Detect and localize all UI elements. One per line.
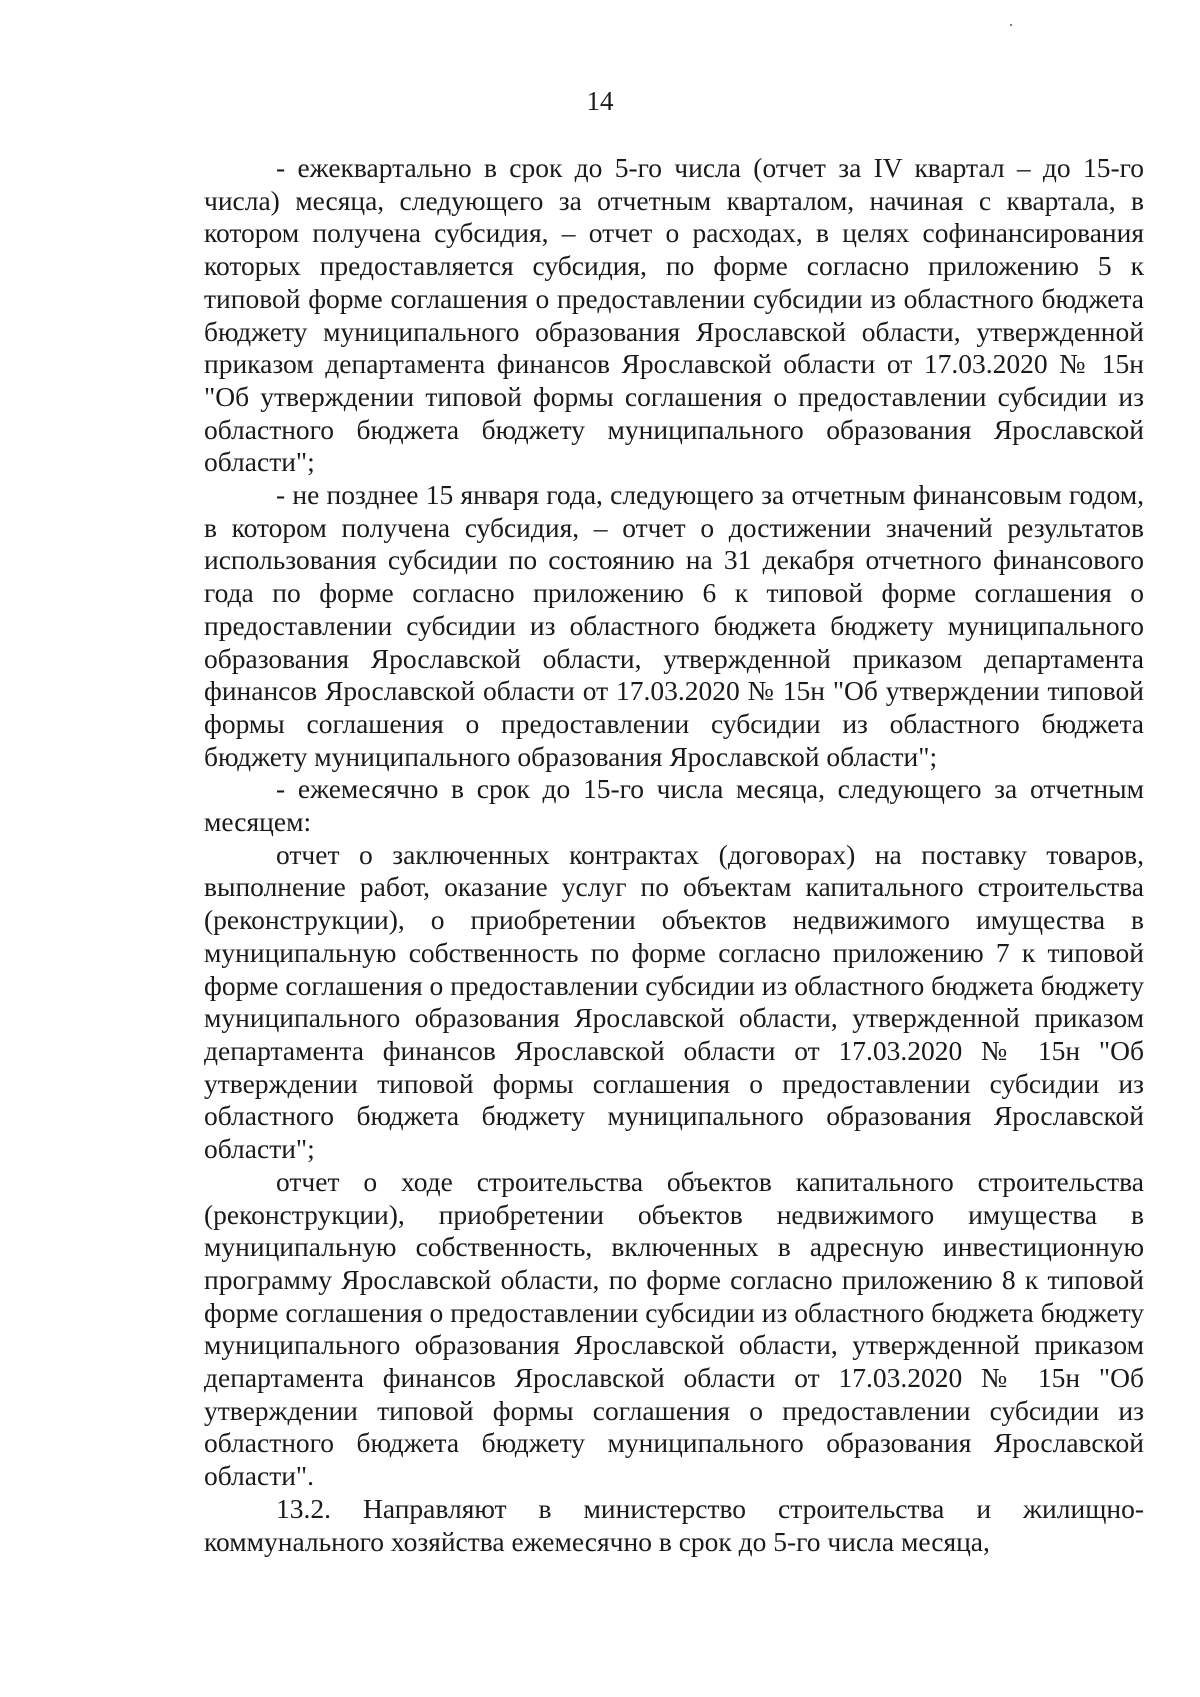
paragraph-quarterly-report: - ежеквартально в срок до 5-го числа (отчет за IV квартал – до 15-го числа) месяца, следующего за отчетным кварталом, начиная с квартала, в котором получена субсидия, – отчет о расходах, в целях софинансирования которых предоставляется субсидия, по форме согласно приложению 5 к типовой форме соглашения о предоставлении субсидии из областного бюджета бюджету муниципального образования Ярославской области, утвержденной приказом департамента финансов Ярославской области от 17.03.2020 № 15н "Об утверждении типовой формы соглашения о предоставлении субсидии из областного бюджета бюджету муниципального образования Ярославской области"; <box>204 152 1144 478</box>
paragraph-construction-report: отчет о ходе строительства объектов капитального строительства (реконструкции), приобретении объектов недвижимого имущества в муниципальную собственность, включенных в адресную инвестиционную программу Ярославской области, по форме согласно приложению 8 к типовой форме соглашения о предоставлении субсидии из областного бюджета бюджету муниципального образования Ярославской области, утвержденной приказом департамента финансов Ярославской области от 17.03.2020 № 15н "Об утверждении типовой формы соглашения о предоставлении субсидии из областного бюджета бюджету муниципального образования Ярославской области". <box>204 1165 1144 1492</box>
scan-speck <box>1010 24 1012 26</box>
paragraph-13-2: 13.2. Направляют в министерство строительства и жилищно-коммунального хозяйства ежемесячно в срок до 5-го числа месяца, <box>204 1492 1144 1557</box>
paragraph-contracts-report: отчет о заключенных контрактах (договорах) на поставку товаров, выполнение работ, оказание услуг по объектам капитального строительства (реконструкции), о приобретении объектов недвижимого имущества в муниципальную собственность по форме согласно приложению 7 к типовой форме соглашения о предоставлении субсидии из областного бюджета бюджету муниципального образования Ярославской области, утвержденной приказом департамента финансов Ярославской области от 17.03.2020 № 15н "Об утверждении типовой формы соглашения о предоставлении субсидии из областного бюджета бюджету муниципального образования Ярославской области"; <box>204 838 1144 1165</box>
page-number: 14 <box>586 86 614 116</box>
paragraph-monthly-intro: - ежемесячно в срок до 15-го числа месяца, следующего за отчетным месяцем: <box>204 773 1144 838</box>
paragraph-annual-report: - не позднее 15 января года, следующего за отчетным финансовым годом, в котором получена субсидия, – отчет о достижении значений результатов использования субсидии по состоянию на 31 декабря отчетного финансового года по форме согласно приложению 6 к типовой форме соглашения о предоставлении субсидии из областного бюджета бюджету муниципального образования Ярославской области, утвержденной приказом департамента финансов Ярославской области от 17.03.2020 № 15н "Об утверждении типовой формы соглашения о предоставлении субсидии из областного бюджета бюджету муниципального образования Ярославской области"; <box>204 479 1144 772</box>
document-body <box>204 152 1144 1558</box>
